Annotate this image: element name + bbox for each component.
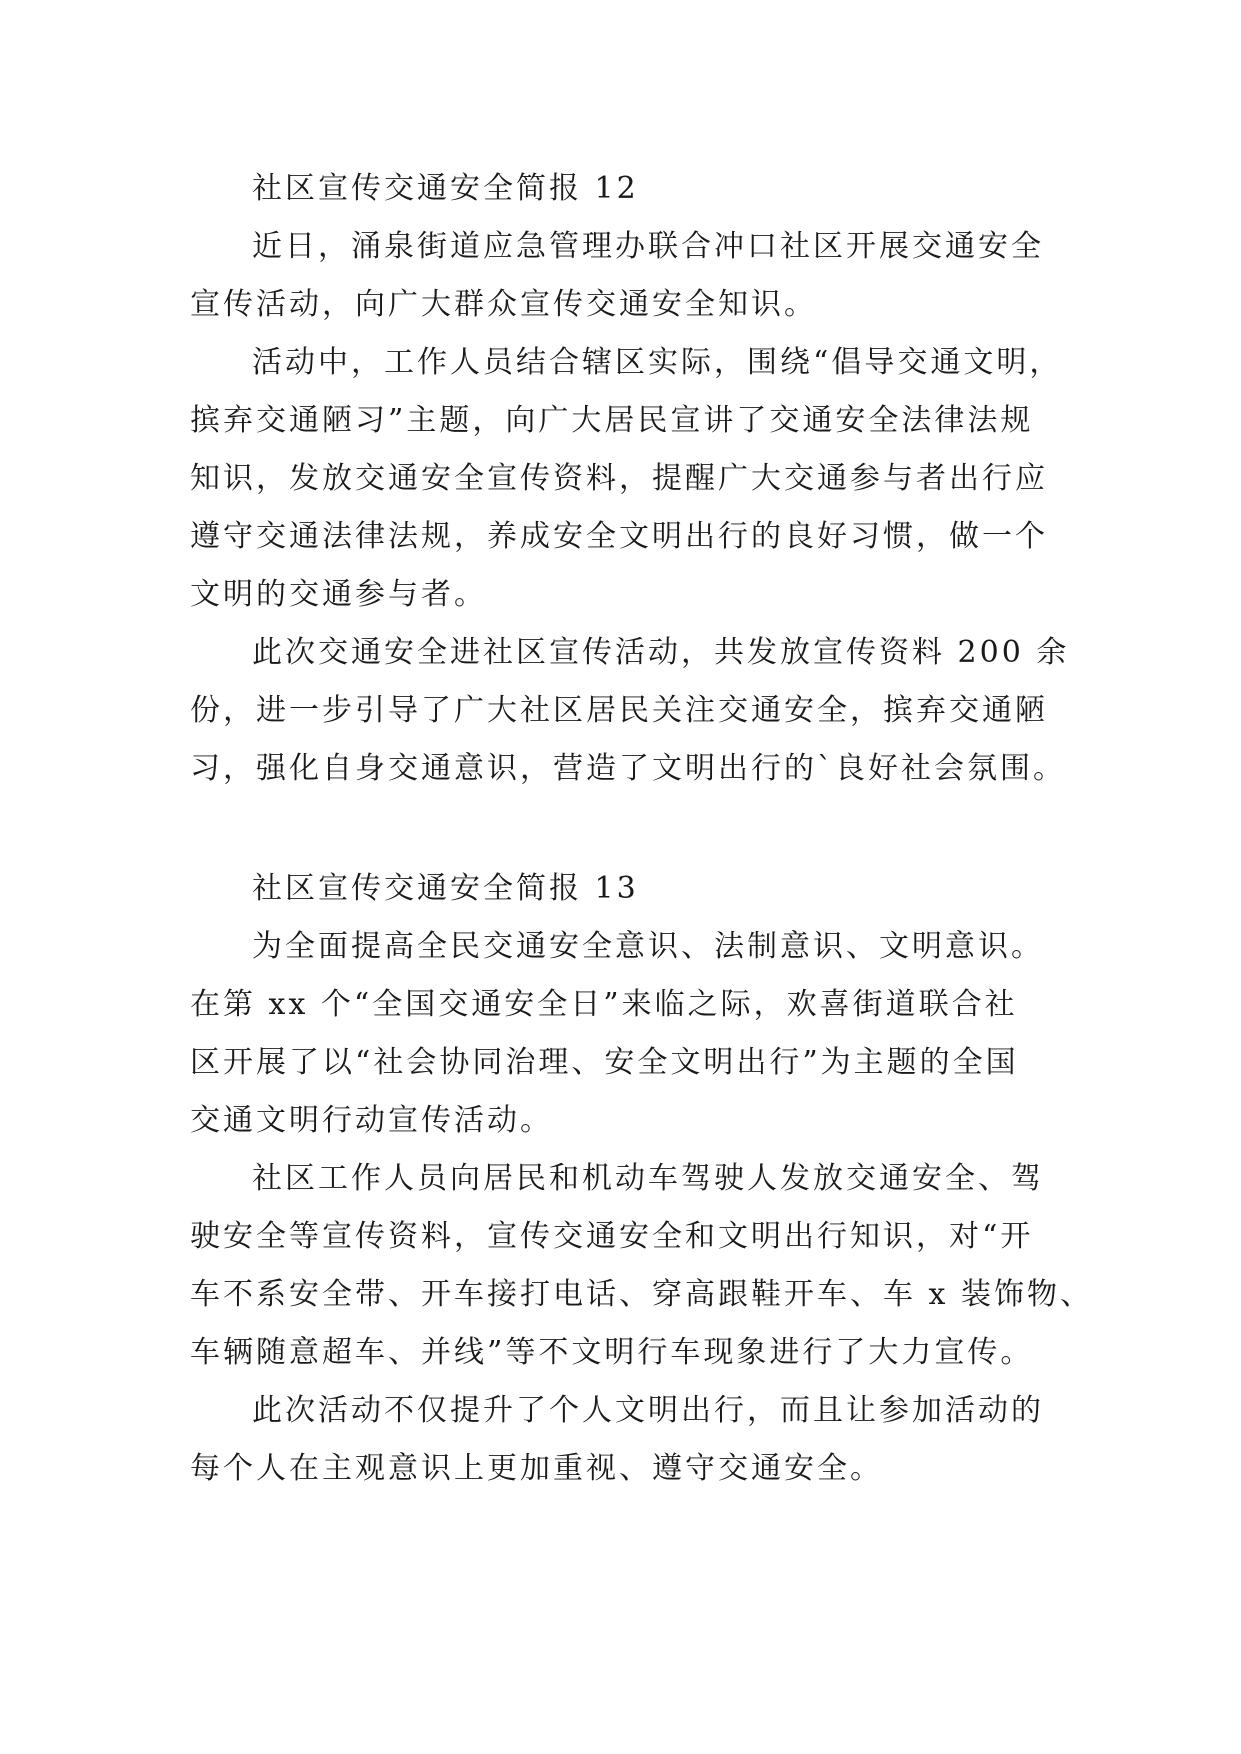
paragraph-line: 社区工作人员向居民和机动车驾驶人发放交通安全、驾 <box>252 1161 1044 1196</box>
paragraph-line: 每个人在主观意识上更加重视、遵守交通安全。 <box>190 1451 883 1486</box>
paragraph-line: 摈弃交通陋习”主题，向广大居民宣讲了交通安全法律法规 <box>190 403 1034 438</box>
bulletin-12 <box>190 160 1070 798</box>
paragraph-line: 为全面提高全民交通安全意识、法制意识、文明意识。 <box>252 929 1044 964</box>
paragraph-line: 份，进一步引导了广大社区居民关注交通安全，摈弃交通陋 <box>190 693 1048 728</box>
paragraph-line: 此次交通安全进社区宣传活动，共发放宣传资料 200 余 <box>252 635 1070 670</box>
paragraph-line: 区开展了以“社会协同治理、安全文明出行”为主题的全国 <box>190 1045 1019 1080</box>
paragraph-line: 宣传活动，向广大群众宣传交通安全知识。 <box>190 287 817 322</box>
paragraph-line: 习，强化自身交通意识，营造了文明出行的`良好社会氛围。 <box>190 751 1066 786</box>
paragraph-line: 车不系安全带、开车接打电话、穿高跟鞋开车、车 x 装饰物、 <box>190 1277 1093 1312</box>
paragraph-line: 文明的交通参与者。 <box>190 577 487 612</box>
bulletin-title: 社区宣传交通安全简报 12 <box>252 171 639 206</box>
paragraph-line: 知识，发放交通安全宣传资料，提醒广大交通参与者出行应 <box>190 461 1048 496</box>
paragraph-line: 交通文明行动宣传活动。 <box>190 1103 553 1138</box>
paragraph-line: 车辆随意超车、并线”等不文明行车现象进行了大力宣传。 <box>190 1335 1034 1370</box>
bulletin-13 <box>190 860 1093 1498</box>
paragraph-line: 此次活动不仅提升了个人文明出行，而且让参加活动的 <box>252 1393 1044 1428</box>
bulletin-title: 社区宣传交通安全简报 13 <box>252 871 639 906</box>
paragraph-line: 遵守交通法律法规，养成安全文明出行的良好习惯，做一个 <box>190 519 1048 554</box>
paragraph-line: 驶安全等宣传资料，宣传交通安全和文明出行知识，对“开 <box>190 1219 1034 1254</box>
paragraph-line: 在第 xx 个“全国交通安全日”来临之际，欢喜街道联合社 <box>190 987 1018 1022</box>
paragraph-line: 活动中，工作人员结合辖区实际，围绕“倡导交通文明， <box>252 345 1063 380</box>
paragraph-line: 近日，涌泉街道应急管理办联合冲口社区开展交通安全 <box>252 229 1044 264</box>
